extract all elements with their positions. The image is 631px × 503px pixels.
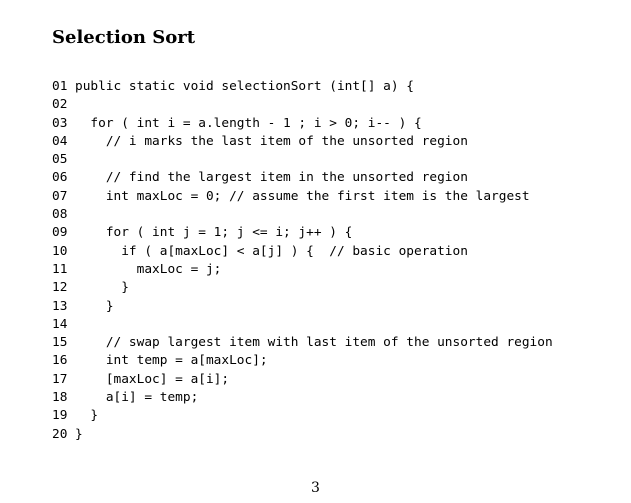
code-text: } <box>75 298 114 314</box>
line-number: 04 <box>52 133 68 149</box>
line-number: 14 <box>52 316 68 332</box>
code-line <box>52 133 553 151</box>
line-number: 12 <box>52 280 68 296</box>
line-number: 09 <box>52 225 68 241</box>
code-line <box>52 334 553 352</box>
code-line <box>52 389 553 407</box>
code-line <box>52 169 553 187</box>
code-text: } <box>75 426 83 442</box>
line-number: 07 <box>52 188 68 204</box>
code-text: // i marks the last item of the unsorted region <box>75 133 468 149</box>
code-line <box>52 78 553 96</box>
code-line <box>52 243 553 261</box>
code-line <box>52 352 553 370</box>
line-number: 20 <box>52 426 68 442</box>
line-number: 18 <box>52 390 68 406</box>
code-text: } <box>75 280 129 296</box>
code-text: for ( int i = a.length - 1 ; i > 0; i-- ) { <box>75 115 422 131</box>
line-number: 17 <box>52 371 68 387</box>
line-number: 10 <box>52 243 68 259</box>
line-number: 19 <box>52 408 68 424</box>
line-number: 08 <box>52 207 68 223</box>
code-text: maxLoc = j; <box>75 261 222 277</box>
code-line <box>52 316 553 334</box>
code-text: for ( int j = 1; j <= i; j++ ) { <box>75 225 353 241</box>
code-line <box>52 371 553 389</box>
code-line <box>52 96 553 114</box>
code-text: } <box>75 408 99 424</box>
line-number: 01 <box>52 79 68 94</box>
line-number: 03 <box>52 115 68 131</box>
page-number: 3 <box>311 480 320 496</box>
line-number: 06 <box>52 170 68 186</box>
line-number: 13 <box>52 298 68 314</box>
code-listing <box>52 78 553 444</box>
code-text: // swap largest item with last item of the unsorted region <box>75 335 553 351</box>
code-line <box>52 188 553 206</box>
line-number: 11 <box>52 261 68 277</box>
code-line <box>52 407 553 425</box>
line-number: 16 <box>52 353 68 369</box>
code-line <box>52 279 553 297</box>
line-number: 02 <box>52 97 68 113</box>
code-text: public static void selectionSort (int[] a) { <box>75 79 414 94</box>
code-text: if ( a[maxLoc] < a[j] ) { // basic operation <box>75 243 468 259</box>
code-line <box>52 261 553 279</box>
code-line <box>52 426 553 444</box>
line-number: 15 <box>52 335 68 351</box>
code-line <box>52 224 553 242</box>
line-number: 05 <box>52 152 68 168</box>
code-text: int temp = a[maxLoc]; <box>75 353 268 369</box>
code-line <box>52 115 553 133</box>
code-line <box>52 206 553 224</box>
code-text: int maxLoc = 0; // assume the first item is the largest <box>75 188 530 204</box>
code-line <box>52 298 553 316</box>
code-text: a[i] = temp; <box>75 390 199 406</box>
code-text: // find the largest item in the unsorted region <box>75 170 468 186</box>
code-line <box>52 151 553 169</box>
code-text: [maxLoc] = a[i]; <box>75 371 230 387</box>
page-title: Selection Sort <box>52 27 196 48</box>
